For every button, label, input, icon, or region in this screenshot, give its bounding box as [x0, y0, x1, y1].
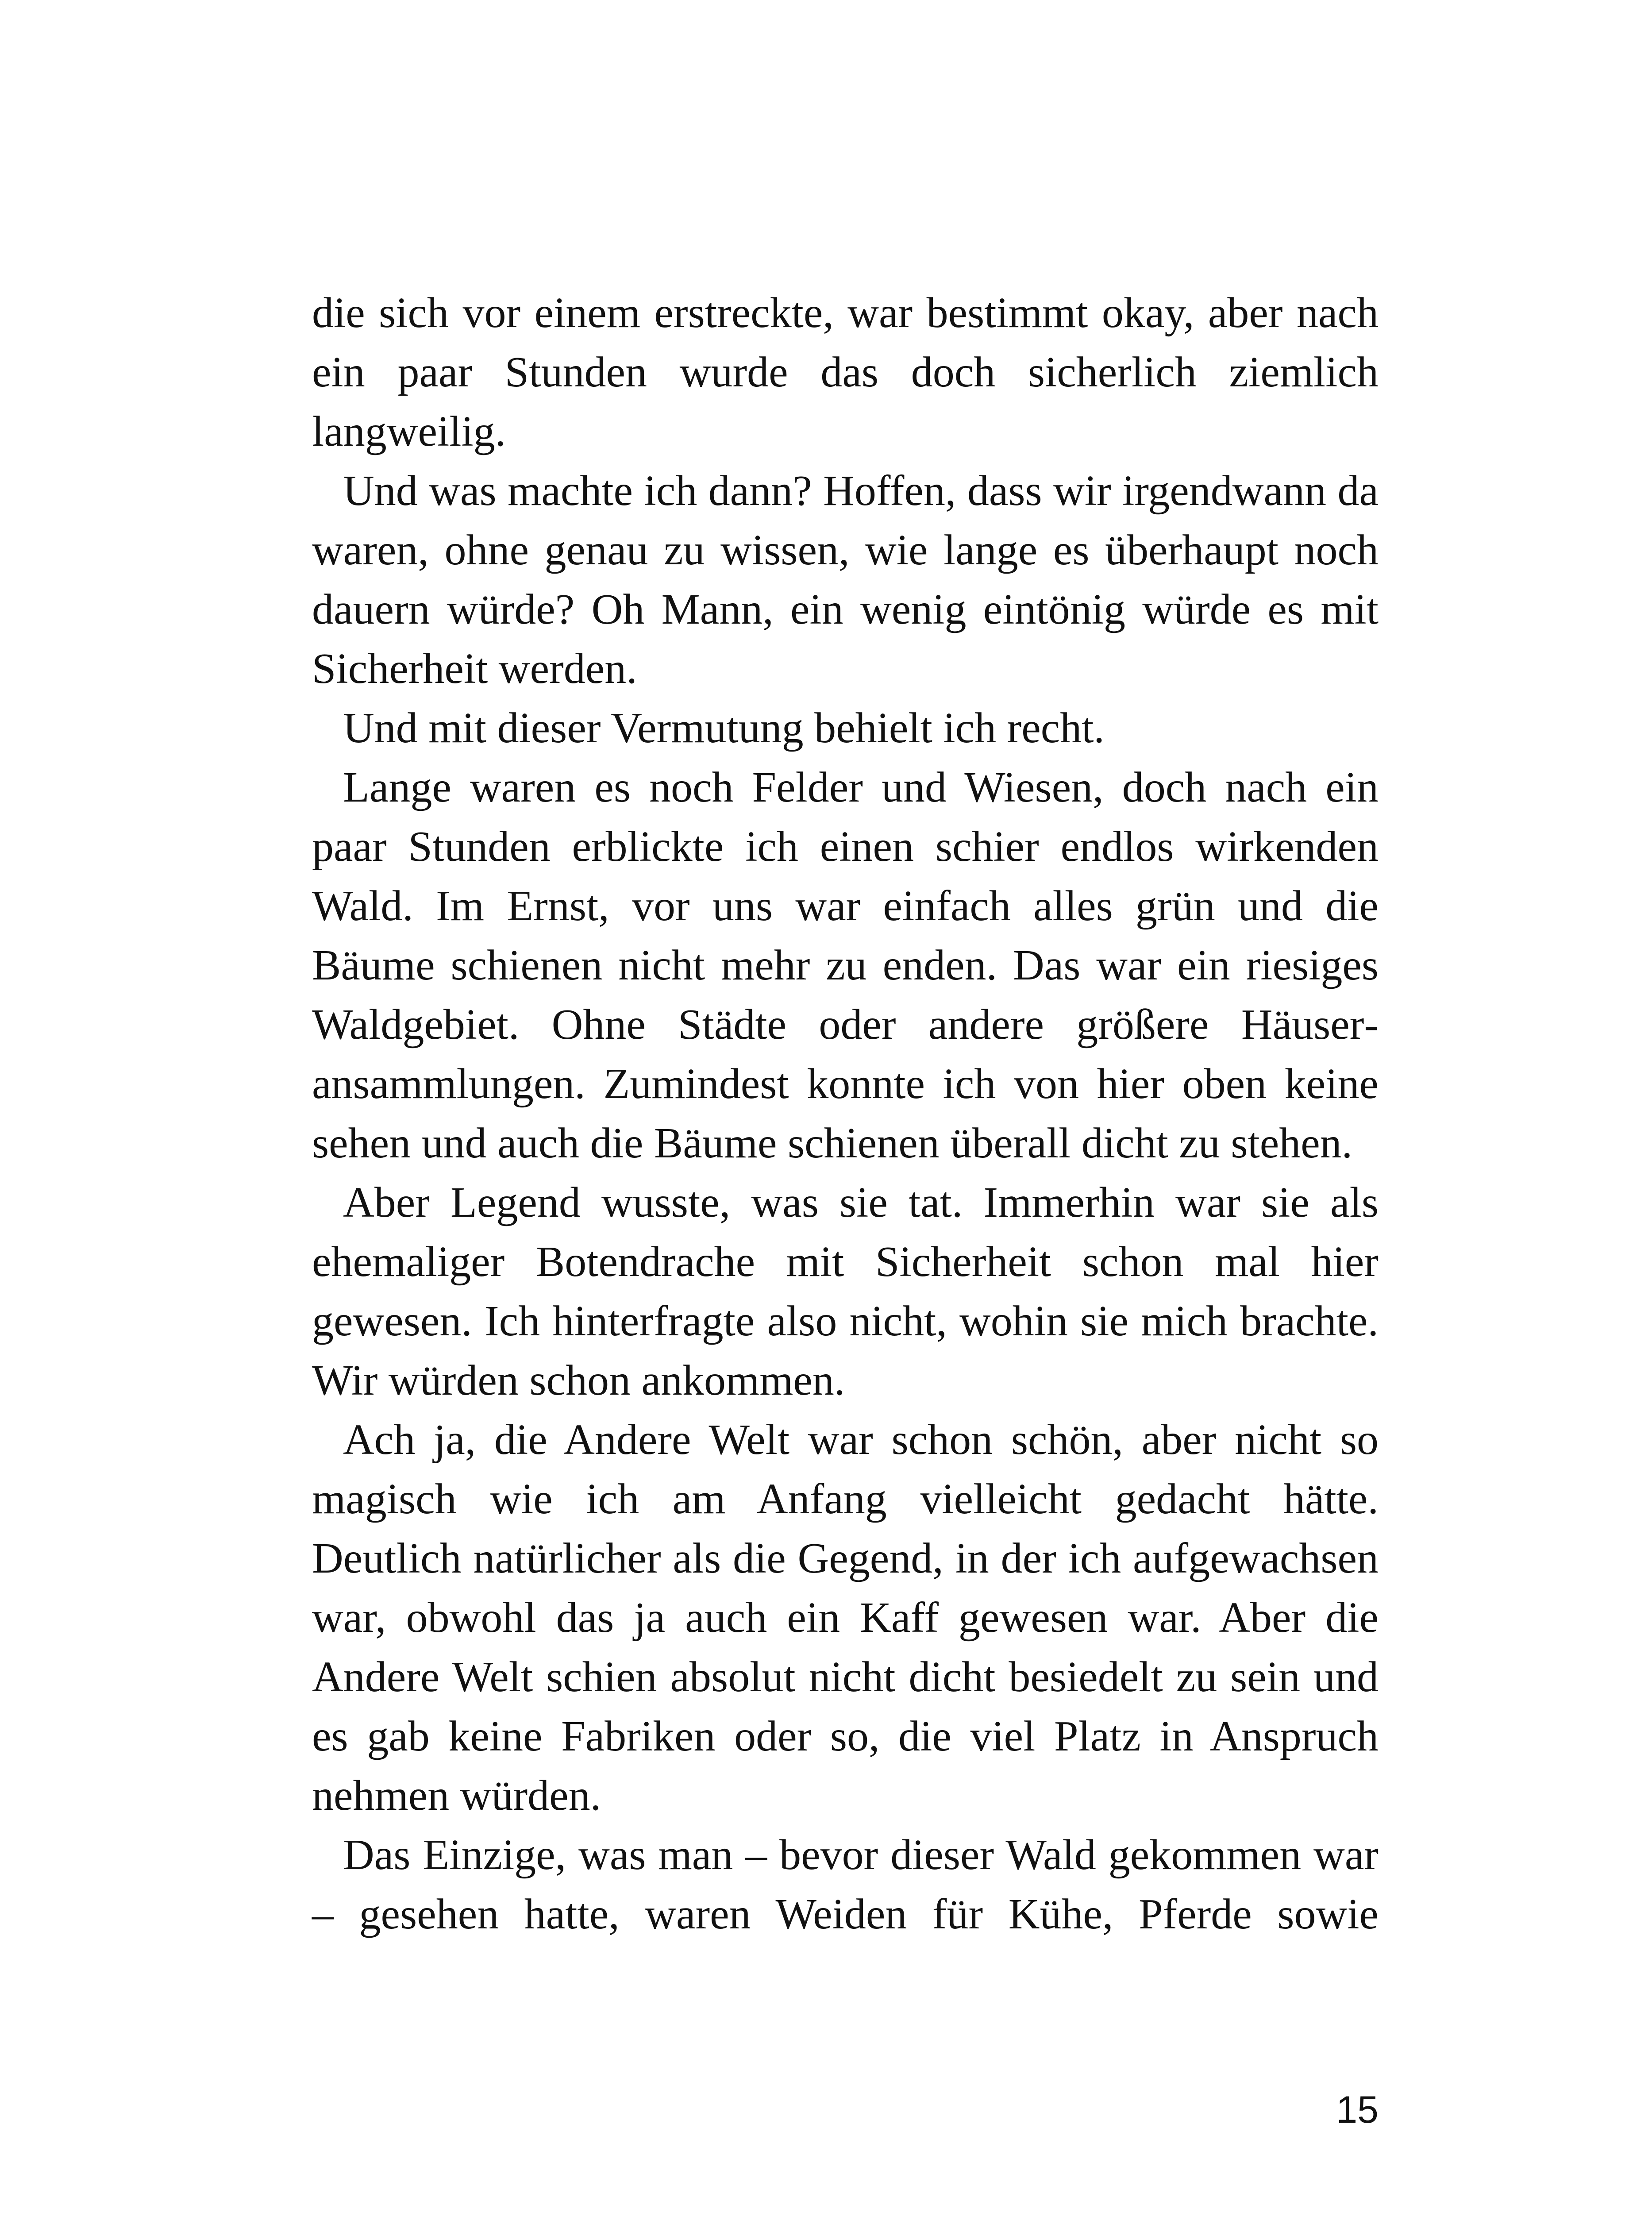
paragraph-5: Aber Legend wusste, was sie tat. Immerhin war sie als ehemaliger Botendrache mit Sicherheit schon mal hier gewesen. Ich hinterfragte also nicht, wohin sie mich brachte. Wir würden schon ankommen.	[312, 1179, 1379, 1404]
body-text	[312, 283, 1379, 1944]
paragraph-7: Das Einzige, was man – bevor dieser Wald gekommen war – gesehen hatte, waren Weiden für Kühe, Pferde sowie	[312, 1831, 1379, 1938]
page-number: 15	[1336, 2089, 1379, 2131]
paragraph-6: Ach ja, die Andere Welt war schon schön, aber nicht so magisch wie ich am Anfang vielleicht gedacht hätte. Deutlich natürlicher als die Gegend, in der ich aufgewachsen war, obwohl das ja auch ein Kaff gewesen war. Aber die Andere Welt schien absolut nicht dicht besiedelt zu sein und es gab keine Fabriken oder so, die viel Platz in Anspruch nehmen würden.	[312, 1416, 1379, 1820]
paragraph-3: Und mit dieser Vermutung behielt ich recht.	[343, 704, 1105, 752]
paragraph-4: Lange waren es noch Felder und Wiesen, doch nach ein paar Stunden erblickte ich einen schier endlos wirkenden Wald. Im Ernst, vor uns war einfach alles grün und die Bäume schienen nicht mehr zu enden. Das war ein riesiges Waldgebiet. Ohne Städte oder andere größere Häuseransammlungen. Zumindest konnte ich von hier oben keine sehen und auch die Bäume schienen überall dicht zu stehen.	[312, 763, 1379, 1167]
paragraph-2: Und was machte ich dann? Hoffen, dass wir irgendwann da waren, ohne genau zu wissen, wie lange es überhaupt noch dauern würde? Oh Mann, ein wenig eintönig würde es mit Sicherheit werden.	[312, 467, 1379, 693]
paragraph-1: die sich vor einem erstreckte, war bestimmt okay, aber nach ein paar Stunden wurde das doch sicherlich ziemlich langweilig.	[312, 289, 1379, 455]
